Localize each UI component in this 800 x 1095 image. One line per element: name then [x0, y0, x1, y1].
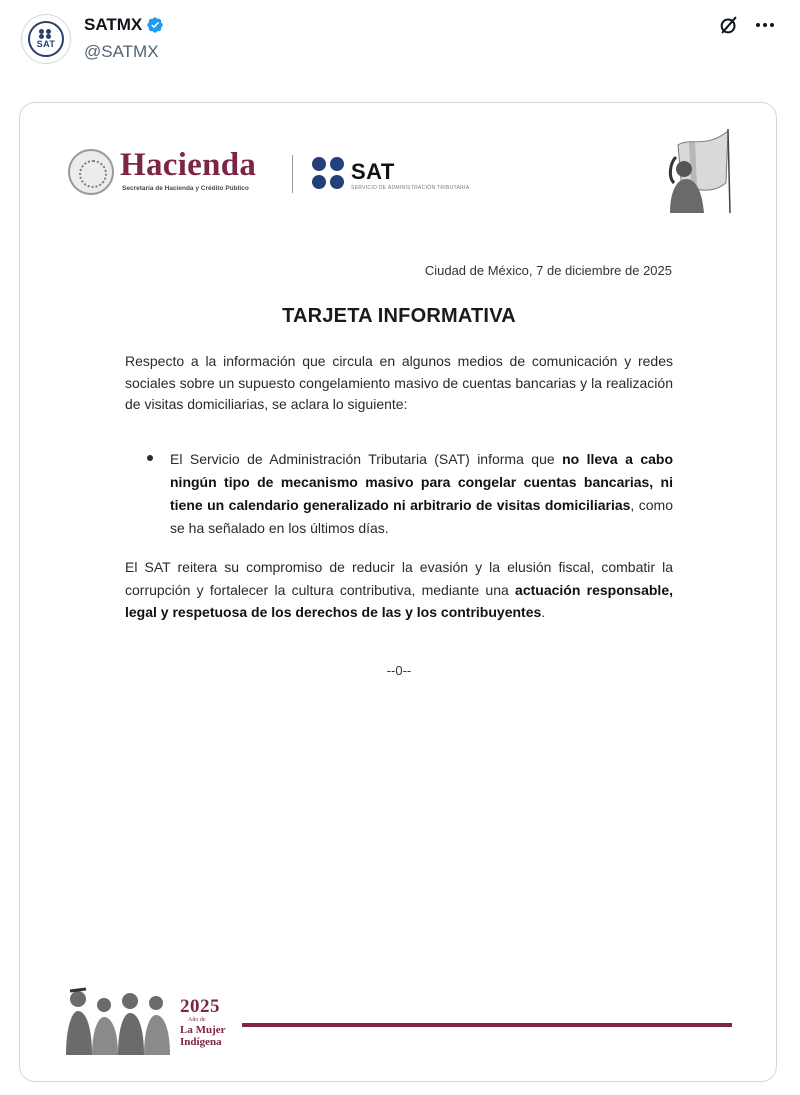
year-badge-name-1: La Mujer	[180, 1024, 226, 1036]
sat-subtitle: SERVICIO DE ADMINISTRACIÓN TRIBUTARIA	[351, 185, 470, 191]
footer-divider-line	[242, 1023, 732, 1027]
year-badge-sub: Año de	[188, 1017, 206, 1023]
indigenous-women-illustration-icon	[64, 981, 174, 1055]
closing-bold-text: actuación responsable, legal y respetuosa de los derechos de las y los contribuyentes	[125, 581, 673, 620]
tweet-media-card[interactable]	[19, 102, 777, 1082]
intro-paragraph: Respecto a la información que circula en algunos medios de comunicación y redes sociales sobre un supuesto congelamiento masivo de cuentas bancarias y la realización de visitas domiciliarias, se aclara lo siguiente:	[125, 353, 673, 412]
bullet-paragraph	[170, 448, 673, 540]
sat-logo-icon	[312, 157, 346, 191]
end-mark: --0--	[386, 663, 412, 678]
flag-woman-illustration-icon	[648, 127, 734, 213]
sat-avatar-logo	[28, 21, 64, 57]
letterhead-divider	[292, 155, 293, 193]
bullet-icon	[147, 455, 153, 461]
bullet-text-end: , como se ha señalado en los últimos días.	[170, 497, 673, 536]
display-name[interactable]: SATMX	[84, 15, 143, 34]
tweet-header	[0, 0, 800, 80]
avatar-text: SAT	[36, 39, 56, 49]
user-handle[interactable]: @SATMX	[84, 42, 159, 61]
closing-text-end: .	[541, 604, 546, 620]
document-title: TARJETA INFORMATIVA	[282, 305, 516, 327]
closing-paragraph	[125, 556, 673, 624]
more-options-icon[interactable]	[752, 14, 778, 36]
grok-icon[interactable]	[718, 14, 740, 36]
year-badge-year: 2025	[180, 996, 220, 1017]
sat-logo-text: SAT	[351, 159, 395, 184]
year-badge	[180, 997, 226, 1048]
document-date: Ciudad de México, 7 de diciembre de 2025	[424, 263, 672, 278]
bullet-text: El Servicio de Administración Tributaria (SAT) informa que	[170, 451, 563, 467]
verified-badge-icon	[146, 16, 164, 34]
avatar[interactable]	[21, 14, 71, 64]
hacienda-logo-text: Hacienda	[120, 147, 257, 183]
bullet-bold-text: no lleva a cabo ningún tipo de mecanismo masivo para congelar cuentas bancarias, ni tiene un calendario generalizado ni arbitrario de visitas domiciliarias	[170, 451, 673, 513]
closing-text: El SAT reitera su compromiso de reducir la evasión y la elusión fiscal, combatir la corrupción y fortalecer la cultura contributiva, mediante una	[125, 559, 673, 598]
year-badge-name-2: Indígena	[180, 1036, 222, 1048]
mexico-seal-icon	[68, 149, 114, 195]
display-name-row[interactable]	[84, 15, 164, 35]
hacienda-subtitle: Secretaría de Hacienda y Crédito Público	[122, 185, 249, 192]
